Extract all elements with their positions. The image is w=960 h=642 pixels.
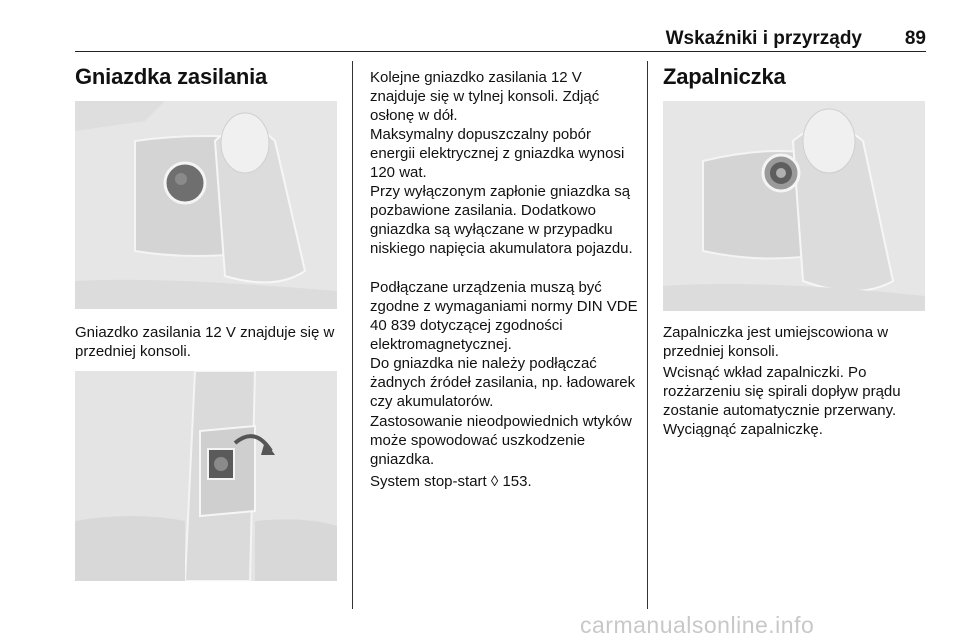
crossref-text: System stop-start (370, 473, 487, 490)
watermark: carmanualsonline.info (580, 612, 815, 638)
paragraph-rear-outlet: Kolejne gniazdko zasilania 12 V znajduje się w tylnej konsoli. Zdjąć osłonę w dół. (370, 69, 600, 124)
cigarette-lighter-drawing (663, 101, 925, 311)
paragraph-ignition-off: Przy wyłączonym zapłonie gniazdka są pozbawione zasilania. Dodatkowo gniazdka są wyłączane w przypadku niskiego napięcia akumulatora pojazdu. (370, 183, 633, 257)
front-outlet-caption: Gniazdko zasilania 12 V znajduje się w przedniej konsoli. (75, 324, 335, 360)
rear-outlet-drawing (75, 371, 337, 581)
cigarette-lighter-heading: Zapalniczka (663, 64, 786, 89)
paragraph-compatibility: Podłączane urządzenia muszą być zgodne z wymaganiami normy DIN VDE 40 839 dotyczącej zgodności elektromagnetycznej. (370, 279, 638, 353)
paragraph-no-power-sources: Do gniazdka nie należy podłączać żadnych źródeł zasilania, np. ładowarek czy akumulatorów. (370, 355, 636, 410)
column-divider-2 (647, 61, 648, 609)
crossref-stop-start (370, 472, 638, 491)
paragraph-lighter-location: Zapalniczka jest umiejscowiona w przedniej konsoli. (663, 324, 889, 360)
crossref-page-link[interactable]: 153. (502, 473, 532, 490)
power-outlets-heading: Gniazdka zasilania (75, 64, 268, 89)
rear-outlet-illustration (75, 371, 337, 581)
front-outlet-drawing (75, 101, 337, 309)
column-divider-1 (352, 61, 353, 609)
front-outlet-illustration (75, 101, 337, 309)
section-title: Wskaźniki i przyrządy (665, 28, 862, 49)
paragraph-lighter-usage: Wcisnąć wkład zapalniczki. Po rozżarzeniu się spirali dopływ prądu zostanie automatycznie przerwany. Wyciągnąć zapalniczkę. (663, 364, 901, 438)
paragraph-unsuitable-plugs: Zastosowanie nieodpowiednich wtyków może spowodować uszkodzenie gniazdka. (370, 413, 632, 468)
crossref-arrow-icon: ◊ (490, 473, 499, 490)
page-number: 89 (904, 28, 926, 49)
header-divider (75, 51, 926, 52)
paragraph-max-power: Maksymalny dopuszczalny pobór energii elektrycznej z gniazdka wynosi 120 wat. (370, 126, 625, 181)
cigarette-lighter-illustration (663, 101, 925, 311)
